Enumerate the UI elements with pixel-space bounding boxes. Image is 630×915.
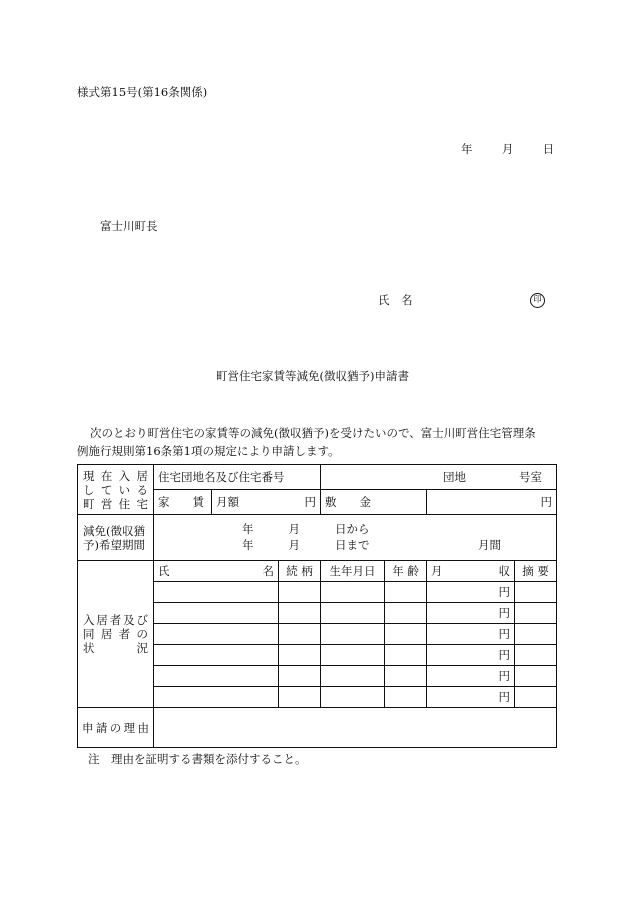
seal-icon: 印 [530, 293, 545, 308]
period-value[interactable] [154, 515, 557, 561]
date-line [461, 141, 554, 157]
date-month: 月 [501, 142, 514, 156]
resident-income[interactable] [427, 687, 515, 708]
residents-l2: 同居者の [83, 627, 148, 641]
resident-notes[interactable] [515, 687, 557, 708]
form-number: 様式第15号(第16条関係) [77, 85, 208, 99]
resident-age[interactable] [385, 624, 427, 645]
rent-value[interactable] [212, 490, 321, 515]
estate-value[interactable] [321, 465, 557, 490]
col-name [154, 561, 279, 582]
estate-label: 住宅団地名及び住宅番号 [154, 465, 321, 490]
estate-unit: 団地 [443, 470, 467, 484]
reason-label [78, 708, 154, 748]
residents-header [78, 561, 154, 708]
residents-l1: 入居者及び [83, 613, 148, 627]
income-yen: 円 [498, 585, 511, 599]
period-header [78, 515, 154, 561]
resident-relation[interactable] [279, 624, 321, 645]
income-yen: 円 [498, 627, 511, 641]
resident-notes[interactable] [515, 624, 557, 645]
resident-age[interactable] [385, 666, 427, 687]
reason-value[interactable] [154, 708, 557, 748]
from-month: 月 [288, 522, 300, 536]
period-l1: 減免(徴収猶 [83, 523, 145, 538]
rent-label: 家 賃 [154, 490, 212, 515]
resident-name[interactable] [154, 645, 279, 666]
resident-birth[interactable] [321, 624, 385, 645]
date-year: 年 [461, 142, 473, 156]
resident-age[interactable] [385, 687, 427, 708]
intro-line-2: 例施行規則第16条第1項の規定により申請します。 [77, 444, 340, 458]
resident-birth[interactable] [321, 582, 385, 603]
to-month: 月 [288, 538, 300, 552]
addressee: 富士川町長 [100, 219, 158, 233]
document-title: 町営住宅家賃等減免(徴収猶予)申請書 [216, 369, 409, 383]
col-name-2: 名 [262, 564, 274, 578]
resident-notes[interactable] [515, 603, 557, 624]
deposit-value[interactable] [427, 490, 557, 515]
resident-age[interactable] [385, 603, 427, 624]
resident-income[interactable] [427, 624, 515, 645]
current-housing-header [78, 465, 154, 515]
income-yen: 円 [498, 606, 511, 620]
footnote: 注 理由を証明する書類を添付すること。 [88, 752, 307, 766]
resident-birth[interactable] [321, 603, 385, 624]
date-day: 日 [542, 142, 555, 156]
monthly-label: 月額 [216, 495, 239, 509]
resident-income[interactable] [427, 603, 515, 624]
resident-income[interactable] [427, 645, 515, 666]
reason-label-text: 申請の理由 [82, 720, 149, 735]
col-income [427, 561, 515, 582]
application-table [77, 464, 557, 748]
resident-age[interactable] [385, 645, 427, 666]
from-year: 年 [242, 522, 254, 536]
seal-mark [530, 291, 545, 308]
resident-name[interactable] [154, 687, 279, 708]
current-housing-l1: 現在入居 [83, 468, 148, 483]
col-birth: 生年月日 [321, 561, 385, 582]
to-year: 年 [242, 538, 254, 552]
intro-line-1: 次のとおり町営住宅の家賃等の減免(徴収猶予)を受けたいので、富士川町営住宅管理条 [90, 426, 536, 440]
current-housing-l2: している [83, 482, 148, 497]
resident-name[interactable] [154, 666, 279, 687]
income-yen: 円 [498, 648, 511, 662]
resident-income[interactable] [427, 666, 515, 687]
resident-relation[interactable] [279, 582, 321, 603]
income-yen: 円 [498, 690, 511, 704]
col-name-1: 氏 [158, 564, 170, 578]
resident-relation[interactable] [279, 666, 321, 687]
deposit-yen: 円 [540, 495, 553, 509]
col-relation: 続 柄 [279, 561, 321, 582]
resident-notes[interactable] [515, 582, 557, 603]
room-unit: 号室 [519, 470, 543, 484]
col-income-1: 月 [431, 564, 443, 578]
deposit-label: 敷 金 [321, 490, 427, 515]
resident-name[interactable] [154, 624, 279, 645]
current-housing-l3: 町営住宅 [83, 496, 148, 511]
income-yen: 円 [498, 669, 511, 683]
applicant-name-label: 氏 名 [378, 293, 413, 307]
col-income-2: 収 [498, 564, 511, 578]
resident-birth[interactable] [321, 645, 385, 666]
resident-notes[interactable] [515, 645, 557, 666]
resident-age[interactable] [385, 582, 427, 603]
rent-yen: 円 [304, 495, 317, 509]
months: 月間 [478, 538, 501, 552]
resident-name[interactable] [154, 582, 279, 603]
period-l2: 予)希望期間 [83, 537, 145, 552]
residents-l3: 状 況 [83, 641, 148, 655]
col-age: 年 齢 [385, 561, 427, 582]
to-day: 日まで [335, 538, 370, 552]
resident-relation[interactable] [279, 645, 321, 666]
resident-relation[interactable] [279, 603, 321, 624]
resident-income[interactable] [427, 582, 515, 603]
resident-birth[interactable] [321, 666, 385, 687]
col-notes: 摘 要 [515, 561, 557, 582]
resident-name[interactable] [154, 603, 279, 624]
resident-notes[interactable] [515, 666, 557, 687]
resident-birth[interactable] [321, 687, 385, 708]
from-day: 日から [335, 522, 370, 536]
resident-relation[interactable] [279, 687, 321, 708]
